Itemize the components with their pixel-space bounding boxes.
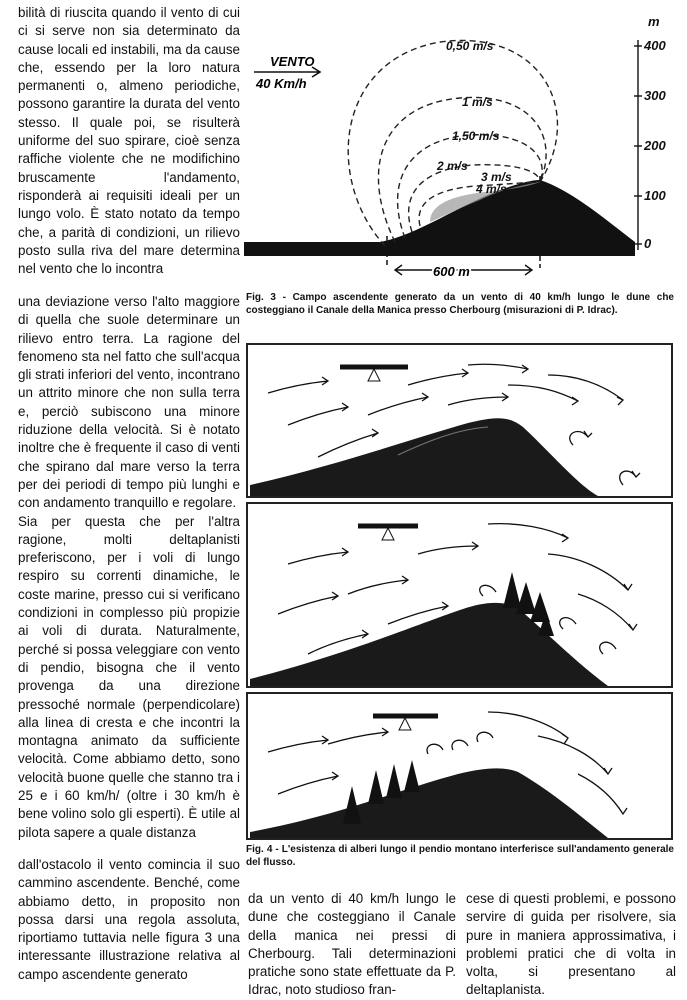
text-column-3-bottom xyxy=(466,890,676,1000)
hill-silhouette xyxy=(250,603,608,686)
dune-silhouette xyxy=(244,180,635,256)
contour-label: 3 m/s xyxy=(481,170,512,184)
figure-3-updraft-field xyxy=(240,0,687,288)
paragraph: bilità di riuscita quando il vento di cui ci si serve non sia determinato da cause locali ed instabili, ma da cause che, essendo per la loro natura permanenti o, almeno periodiche, possono garantire la durata del vento stesso. Il quale poi, se risulterà uniforme del suo spirare, cioè senza raffiche violente che ne modifichino bruscamente l'andamento, risponderà ai requisiti ideali per un lungo volo. È stato notato da tempo che, a parità di condizioni, un rilievo posto sulla riva del mare determina nel vento che lo incontra xyxy=(18,5,240,277)
hang-glider-icon xyxy=(358,526,418,540)
contour-label: 4 m/s xyxy=(476,182,507,196)
paragraph: una deviazione verso l'alto maggiore di quella che suole determinare un rilievo entro terra. La ragione del fenomeno sta nel fatto che sull'acqua gli strati inferiori del vento, incontrano un attrito minore che non sulla terra e, perciò subiscono una minore riduzione della velocità. Si è notato inoltre che è frequente il caso di venti che spirano dal mare verso la terra per dei periodi di tempo più lunghi e con andamento tranquillo e regolare. xyxy=(18,294,240,511)
paragraph: dall'ostacolo il vento comincia il suo cammino ascendente. Benché, come abbiamo detto, in proposito non possa darsi una regola assoluta, riportiamo tuttavia nelle figura 3 una interessante illustrazione relativa al campo ascendente generato xyxy=(18,857,240,982)
text-column-1-top xyxy=(18,4,240,278)
axis-tick: 200 xyxy=(644,138,666,153)
contour-label: 2 m/s xyxy=(437,159,468,173)
contour-label: 1 m/s xyxy=(462,95,493,109)
figure-4-panel-trees-on-crest xyxy=(246,502,673,688)
axis-tick: 400 xyxy=(644,38,666,53)
paragraph: Sia per questa che per l'altra ragione, molti deltaplanisti preferiscono, per i voli di lungo respiro su correnti dinamiche, le coste marine, presso cui si verificano condizioni in complesso più propizie ai voli di durata. Naturalmente, perché si possa veleggiare con vento di pendio, bisogna che il vento provenga da una direzione pressoché normale (perpendicolare) alla linea di cresta e che incontri la montagna animato da sufficiente velocità. Come abbiamo detto, sono velocità buone quelle che stanno tra i 25 e i 60 km/h/ (oltre i 30 km/h è bene volino solo gli esperti). È utile al pilota sapere a quale distanza xyxy=(18,513,240,840)
wind-label: VENTO xyxy=(270,54,315,69)
text-column-1-bottom xyxy=(18,856,240,984)
text-column-1-middle xyxy=(18,293,240,842)
paragraph: da un vento di 40 km/h lungo le dune che costeggiano il Canale della manica nei pressi di Cherbourg. Tali determinazioni pratiche sono state effettuate da P. Idrac, noto studioso fran- xyxy=(248,891,456,998)
figure-3-caption: Fig. 3 - Campo ascendente generato da un vento di 40 km/h lungo le dune che costeggiano il Canale della Manica presso Cherbourg (misurazioni di P. Idrac). xyxy=(246,292,674,316)
axis-tick: 0 xyxy=(644,236,652,251)
contour-label: 0,50 m/s xyxy=(446,39,494,53)
wind-speed-label: 40 Km/h xyxy=(256,76,307,91)
axis-unit: m xyxy=(648,14,660,29)
axis-tick: 100 xyxy=(644,188,666,203)
text-column-2-bottom xyxy=(248,890,456,1000)
hang-glider-icon xyxy=(340,367,408,381)
figure-4-panel-trees-on-windward-slope xyxy=(246,692,673,840)
figure-4-panel-bare-hill xyxy=(246,343,673,498)
distance-label: 600 m xyxy=(433,264,470,279)
axis-tick: 300 xyxy=(644,88,666,103)
paragraph: cese di questi problemi, e possono servire di guida per risolvere, sia pure in maniera approssimativa, i problemi pratici che di volta in volta, si presentano al deltaplanista. xyxy=(466,891,676,998)
contour-label: 1,50 m/s xyxy=(452,129,500,143)
figure-4-caption: Fig. 4 - L'esistenza di alberi lungo il pendio montano interferisce sull'andamento generale del flusso. xyxy=(246,844,674,868)
hill-silhouette xyxy=(250,768,608,838)
hill-silhouette xyxy=(250,418,598,496)
